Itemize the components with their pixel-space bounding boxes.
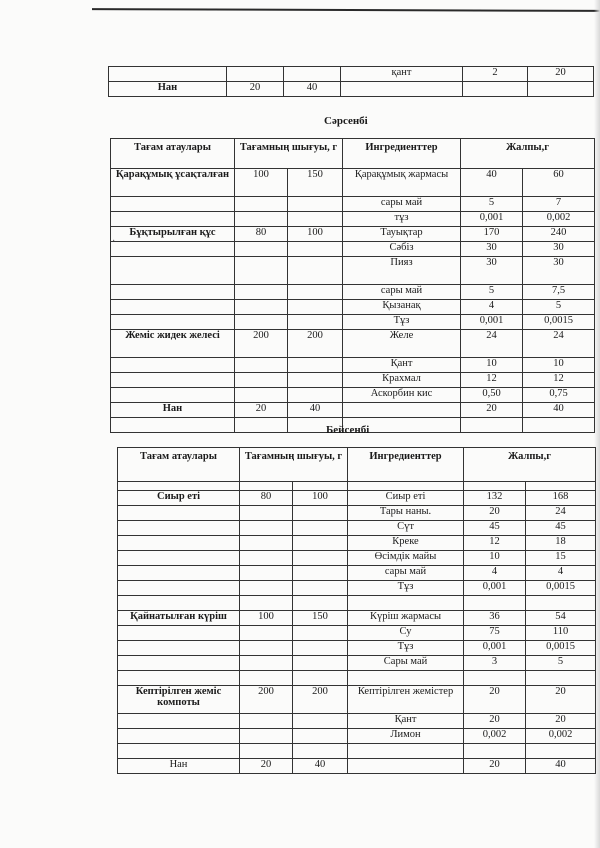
qty-cell: 0,002 <box>523 212 595 227</box>
output-cell: 40 <box>293 759 348 774</box>
qty-cell: 24 <box>523 330 595 358</box>
qty-cell: 75 <box>464 626 526 641</box>
ingredient-cell: Тауықтар <box>343 227 461 242</box>
qty-cell: 15 <box>526 551 596 566</box>
continued-table <box>108 66 594 97</box>
header-total: Жалпы,г <box>461 139 595 169</box>
qty-cell: 30 <box>461 257 523 285</box>
ingredient-cell: Қарақұмық жармасы <box>343 169 461 197</box>
qty-cell: 10 <box>461 358 523 373</box>
qty-cell: 20 <box>464 714 526 729</box>
output-cell: 80 <box>235 227 288 242</box>
ingredient-cell: Сары май <box>348 656 464 671</box>
qty-cell: 30 <box>523 257 595 285</box>
qty-cell: 0,0015 <box>526 641 596 656</box>
ingredient-cell: қант <box>341 67 463 82</box>
table-row <box>118 506 596 521</box>
table-row <box>118 656 596 671</box>
qty-cell: 170 <box>461 227 523 242</box>
qty-cell: 40 <box>526 759 596 774</box>
qty-cell: 20 <box>464 759 526 774</box>
output-cell: 100 <box>293 491 348 506</box>
qty-cell: 0,001 <box>464 581 526 596</box>
dish-cell: Бұқтырылған құс <box>111 227 235 242</box>
ingredient-cell: сары май <box>343 285 461 300</box>
qty-cell: 0,001 <box>461 212 523 227</box>
scan-top-rule <box>92 8 600 12</box>
ingredient-cell: Қант <box>348 714 464 729</box>
table-row <box>111 388 595 403</box>
qty-cell: 168 <box>526 491 596 506</box>
header-dish-names: Тағам атаулары <box>118 448 240 482</box>
scan-speck: · <box>112 236 116 247</box>
qty-cell: 24 <box>526 506 596 521</box>
table-row <box>111 403 595 418</box>
qty-cell: 20 <box>464 686 526 714</box>
ingredient-cell: Күріш жармасы <box>348 611 464 626</box>
qty-cell: 45 <box>464 521 526 536</box>
dish-cell: Нан <box>118 759 240 774</box>
qty-cell: 4 <box>526 566 596 581</box>
ingredient-cell: Креке <box>348 536 464 551</box>
qty-cell: 7,5 <box>523 285 595 300</box>
table-row <box>118 521 596 536</box>
ingredient-cell: Өсімдік майы <box>348 551 464 566</box>
qty-cell: 18 <box>526 536 596 551</box>
ingredient-cell: Кептірілген жемістер <box>348 686 464 714</box>
table-row <box>111 227 595 242</box>
table-row <box>111 358 595 373</box>
output-cell: 200 <box>240 686 293 714</box>
header-row <box>118 448 596 482</box>
dish-cell: Сиыр еті <box>118 491 240 506</box>
table-row <box>118 581 596 596</box>
qty-cell: 60 <box>523 169 595 197</box>
table-row <box>111 212 595 227</box>
output-cell: 200 <box>288 330 343 358</box>
qty-cell: 7 <box>523 197 595 212</box>
table-row <box>118 671 596 686</box>
qty-cell: 36 <box>464 611 526 626</box>
header-portion: Тағамның шығуы, г <box>240 448 348 482</box>
ingredient-cell: тұз <box>343 212 461 227</box>
ingredient-cell: Қант <box>343 358 461 373</box>
output-cell: 200 <box>235 330 288 358</box>
qty-cell: 40 <box>461 169 523 197</box>
table-row <box>118 744 596 759</box>
qty-cell: 10 <box>523 358 595 373</box>
header-dish-names: Тағам атаулары <box>111 139 235 169</box>
table-row <box>111 315 595 330</box>
ingredient-cell: Пияз <box>343 257 461 285</box>
ingredient-cell: Қызанақ <box>343 300 461 315</box>
output-cell: 80 <box>240 491 293 506</box>
ingredient-cell: Тұз <box>343 315 461 330</box>
table-row <box>118 641 596 656</box>
ingredient-cell: Крахмал <box>343 373 461 388</box>
table-row <box>118 551 596 566</box>
table-row <box>111 169 595 197</box>
header-row <box>111 139 595 169</box>
ingredient-cell: Аскорбин кис <box>343 388 461 403</box>
dish-cell: Қарақұмық ұсақталған <box>111 169 235 197</box>
qty-cell: 5 <box>461 197 523 212</box>
qty-cell: 3 <box>464 656 526 671</box>
qty-cell: 30 <box>461 242 523 257</box>
qty-cell: 2 <box>463 67 528 82</box>
table-row <box>111 373 595 388</box>
header-portion: Тағамның шығуы, г <box>235 139 343 169</box>
qty-cell: 0,0015 <box>523 315 595 330</box>
table-row <box>118 611 596 626</box>
qty-cell: 20 <box>526 714 596 729</box>
output-cell: 100 <box>288 227 343 242</box>
qty-cell: 132 <box>464 491 526 506</box>
output-cell: 20 <box>240 759 293 774</box>
qty-cell: 24 <box>461 330 523 358</box>
ingredient-cell: Тұз <box>348 641 464 656</box>
qty-cell: 54 <box>526 611 596 626</box>
table-row <box>111 285 595 300</box>
qty-cell: 10 <box>464 551 526 566</box>
ingredient-cell: Сиыр еті <box>348 491 464 506</box>
header-ingredients: Ингредиенттер <box>348 448 464 482</box>
qty-cell: 30 <box>523 242 595 257</box>
wednesday-table <box>110 138 595 433</box>
header-total: Жалпы,г <box>464 448 596 482</box>
header-ingredients: Ингредиенттер <box>343 139 461 169</box>
qty-cell: 20 <box>461 403 523 418</box>
qty-cell: 45 <box>526 521 596 536</box>
output-cell: 40 <box>288 403 343 418</box>
table-row <box>118 596 596 611</box>
qty-cell: 20 <box>528 67 594 82</box>
qty-cell: 4 <box>464 566 526 581</box>
qty-cell: 5 <box>523 300 595 315</box>
qty-cell: 0,0015 <box>526 581 596 596</box>
table-row <box>111 330 595 358</box>
output-cell: 20 <box>227 82 284 97</box>
day-title-thursday: Бейсенбі <box>326 424 370 436</box>
dish-cell: Жеміс жидек желесі <box>111 330 235 358</box>
qty-cell: 5 <box>461 285 523 300</box>
qty-cell: 20 <box>464 506 526 521</box>
qty-cell: 240 <box>523 227 595 242</box>
table-row <box>118 566 596 581</box>
dish-cell: Кептірілген жеміс компоты <box>118 686 240 714</box>
output-cell: 150 <box>293 611 348 626</box>
dish-cell: Қайнатылған күріш <box>118 611 240 626</box>
table-row <box>118 714 596 729</box>
qty-cell: 4 <box>461 300 523 315</box>
thursday-table <box>117 447 596 774</box>
qty-cell: 0,75 <box>523 388 595 403</box>
ingredient-cell: Су <box>348 626 464 641</box>
table-row <box>111 257 595 285</box>
qty-cell: 0,002 <box>464 729 526 744</box>
qty-cell: 20 <box>526 686 596 714</box>
output-cell: 40 <box>284 82 341 97</box>
dish-cell: Нан <box>109 82 227 97</box>
ingredient-cell: Желе <box>343 330 461 358</box>
day-title-wednesday: Сәрсенбі <box>324 115 368 127</box>
qty-cell: 110 <box>526 626 596 641</box>
table-row <box>118 686 596 714</box>
ingredient-cell: Сәбіз <box>343 242 461 257</box>
dish-cell: Нан <box>111 403 235 418</box>
output-cell: 150 <box>288 169 343 197</box>
table-row <box>109 82 594 97</box>
qty-cell: 0,50 <box>461 388 523 403</box>
output-cell: 100 <box>235 169 288 197</box>
qty-cell: 0,001 <box>464 641 526 656</box>
ingredient-cell: сары май <box>343 197 461 212</box>
table-row <box>109 67 594 82</box>
qty-cell: 0,001 <box>461 315 523 330</box>
table-row <box>111 300 595 315</box>
qty-cell: 12 <box>464 536 526 551</box>
table-row <box>118 729 596 744</box>
ingredient-cell: сары май <box>348 566 464 581</box>
ingredient-cell: Тары наны. <box>348 506 464 521</box>
output-cell: 20 <box>235 403 288 418</box>
qty-cell: 0,002 <box>526 729 596 744</box>
table-row <box>118 626 596 641</box>
qty-cell: 40 <box>523 403 595 418</box>
table-row <box>118 759 596 774</box>
output-cell: 200 <box>293 686 348 714</box>
table-row <box>118 536 596 551</box>
table-row <box>111 242 595 257</box>
qty-cell: 12 <box>523 373 595 388</box>
qty-cell: 5 <box>526 656 596 671</box>
qty-cell: 12 <box>461 373 523 388</box>
table-row <box>111 197 595 212</box>
ingredient-cell: Лимон <box>348 729 464 744</box>
ingredient-cell: Тұз <box>348 581 464 596</box>
table-row <box>118 491 596 506</box>
table-row <box>118 482 596 491</box>
ingredient-cell: Сүт <box>348 521 464 536</box>
output-cell: 100 <box>240 611 293 626</box>
